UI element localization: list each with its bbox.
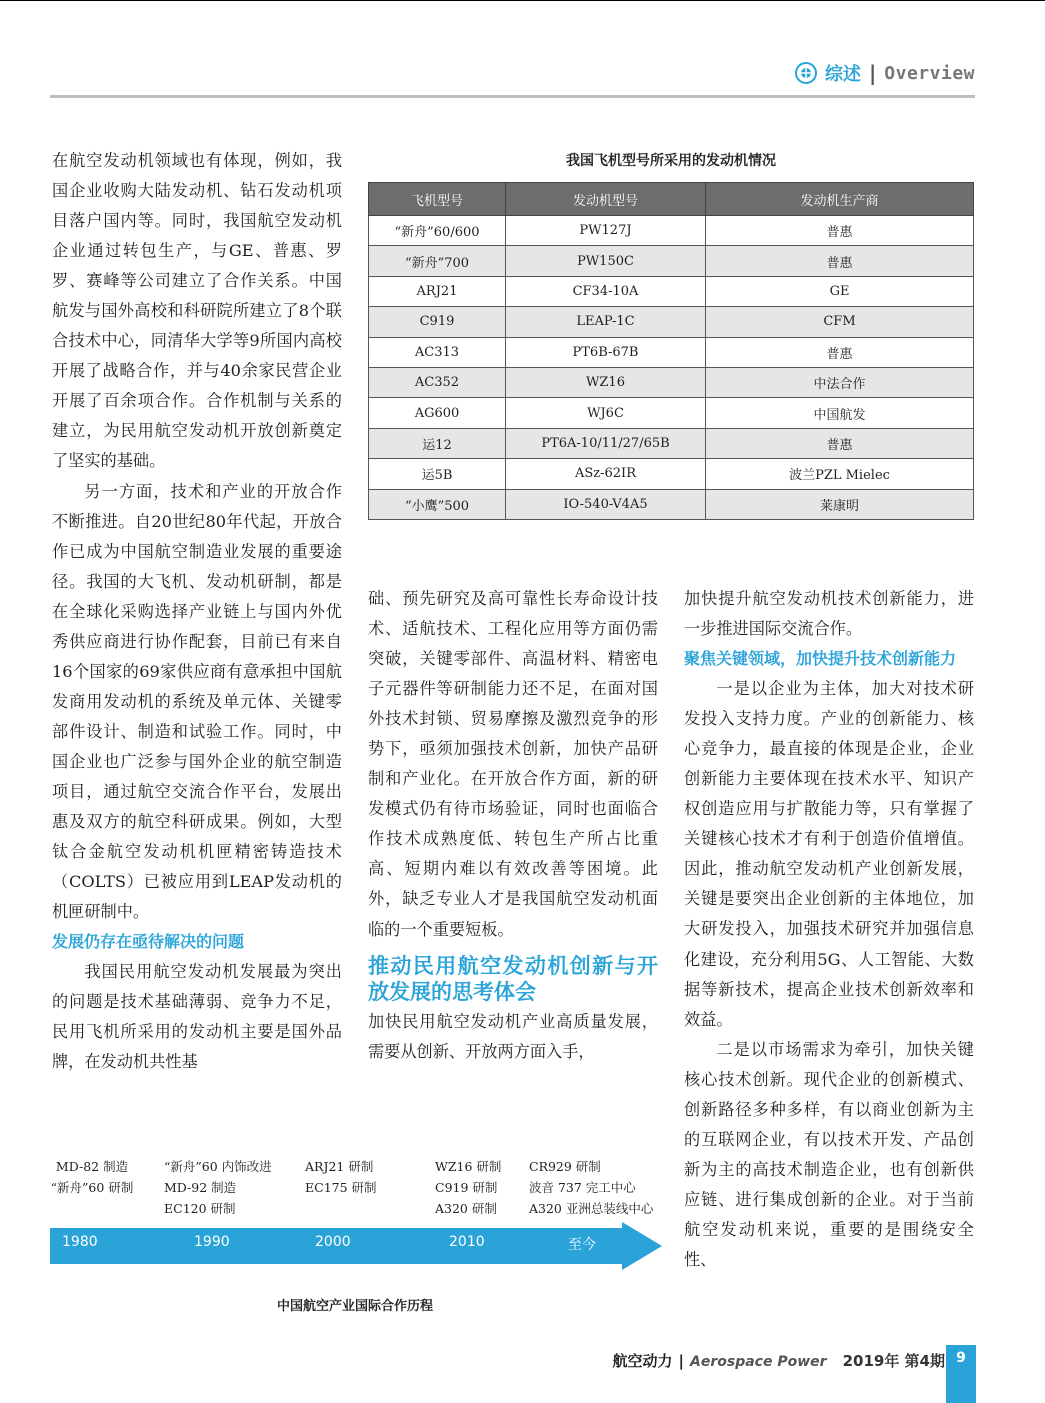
top-border-line xyxy=(0,0,1045,1)
table-cell: PT6B-67B xyxy=(506,337,706,367)
text-column-1 xyxy=(52,146,342,1077)
table-row xyxy=(369,489,974,519)
timeline-event: A320 亚洲总装线中心 xyxy=(529,1201,654,1216)
table-header-cell: 发动机生产商 xyxy=(706,183,974,216)
timeline-event: 波音 737 完工中心 xyxy=(529,1180,636,1195)
header-rule xyxy=(50,95,975,98)
table-cell: 波兰PZL Mielec xyxy=(706,459,974,489)
paragraph: 二是以市场需求为牵引，加快关键核心技术创新。现代企业的创新模式、创新路径多种多样，有以商业创新为主的互联网企业，有以技术开发、产品创新为主的高技术制造企业，也有创新供应链、进行集成创新的企业。对于当前航空发动机来说，重要的是围绕安全性、 xyxy=(684,1039,974,1269)
text-column-2 xyxy=(368,584,658,1067)
timeline-event-group xyxy=(164,1156,272,1219)
table-cell: GE xyxy=(706,276,974,306)
paragraph: 在航空发动机领域也有体现，例如，我国企业收购大陆发动机、钻石发动机项目落户国内等。同时，我国航空发动机企业通过转包生产，与GE、普惠、罗罗、赛峰等公司建立了合作关系。中国航发与国外高校和科研院所建立了8个联合技术中心，同清华大学等9所国内高校开展了战略合作，并与40余家民营企业开展了百余项合作。合作机制与关系的建立，为民用航空发动机开放创新奠定了坚实的基础。 xyxy=(52,151,342,471)
table-cell: “新舟”60/600 xyxy=(369,216,506,246)
subheading-focus: 聚焦关键领域，加快提升技术创新能力 xyxy=(684,649,957,669)
table-cell: 普惠 xyxy=(706,337,974,367)
journal-name-en: Aerospace Power xyxy=(690,1354,827,1370)
timeline-event: CR929 研制 xyxy=(529,1159,601,1174)
table-cell: AG600 xyxy=(369,398,506,428)
timeline-event: EC175 研制 xyxy=(305,1180,377,1195)
timeline-event: WZ16 研制 xyxy=(435,1159,502,1174)
table-cell: PW127J xyxy=(506,216,706,246)
page-footer xyxy=(613,1350,945,1371)
table-cell: C919 xyxy=(369,307,506,337)
timeline-year: 2000 xyxy=(315,1234,351,1250)
timeline-figure xyxy=(40,1150,670,1280)
table-cell: 莱康明 xyxy=(706,489,974,519)
page-number: 9 xyxy=(956,1350,966,1366)
timeline-year: 1980 xyxy=(62,1234,98,1250)
section-heading: 推动民用航空发动机创新与开放发展的思考体会 xyxy=(368,953,658,1004)
paragraph: 加快提升航空发动机技术创新能力，进一步推进国际交流合作。 xyxy=(684,589,974,639)
timeline-year: 2010 xyxy=(449,1234,485,1250)
issue-label: 2019年 第4期 xyxy=(842,1352,945,1370)
table-cell: 中法合作 xyxy=(706,367,974,397)
paragraph: 我国民用航空发动机发展最为突出的问题是技术基础薄弱、竞争力不足，民用飞机所采用的发动机主要是国外品牌，在发动机共性基 xyxy=(52,962,342,1072)
table-cell: 运5B xyxy=(369,459,506,489)
paragraph: 一是以企业为主体，加大对技术研发投入支持力度。产业的创新能力、核心竞争力，最直接的体现是企业，企业创新能力主要体现在技术水平、知识产权创造应用与扩散能力等，只有掌握了关键核心技术才有利于创造价值增值。因此，推动航空发动机产业创新发展，关键是要突出企业创新的主体地位，加大研发投入，加强技术研究并加强信息化建设，充分利用5G、人工智能、大数据等新技术，提高企业技术创新效率和效益。 xyxy=(684,679,974,1029)
table-header-cell: 飞机型号 xyxy=(369,183,506,216)
timeline-event-group xyxy=(529,1156,653,1219)
header-separator: | xyxy=(868,61,877,85)
paragraph: 另一方面，技术和产业的开放合作不断推进。自20世纪80年代起，开放合作已成为中国航空制造业发展的重要途径。我国的大飞机、发动机研制，都是在全球化采购选择产业链上与国内外优秀供应商进行协作配套，目前已有来自16个国家的69家供应商有意承担中国航发商用发动机的系统及单元体、关键零部件设计、制造和试验工作。同时，中国企业也广泛参与国外企业的航空制造项目，通过航空交流合作平台，发展出惠及双方的航空科研成果。例如，大型钛合金航空发动机机匣精密铸造技术（COLTS）已被应用到LEAP发动机的机匣研制中。 xyxy=(52,481,342,922)
table-row xyxy=(369,428,974,458)
timeline-event: “新舟”60 内饰改进 xyxy=(164,1159,272,1174)
paragraph: 础、预先研究及高可靠性长寿命设计技术、适航技术、工程化应用等方面仍需突破，关键零部件、高温材料、精密电子元器件等研制能力还不足，在面对国外技术封锁、贸易摩擦及激烈竞争的形势下，亟须加强技术创新，加快产品研制和产业化。在开放合作方面，新的研发模式仍有待市场验证，同时也面临合作技术成熟度低、转包生产所占比重高、短期内难以有效改善等困境。此外，缺乏专业人才是我国航空发动机面临的一个重要短板。 xyxy=(368,589,658,939)
section-header xyxy=(795,60,975,86)
table-cell: ASz-62IR xyxy=(506,459,706,489)
table-row xyxy=(369,398,974,428)
engine-table xyxy=(368,182,974,520)
table-header-cell: 发动机型号 xyxy=(506,183,706,216)
timeline-event: MD-92 制造 xyxy=(164,1180,237,1195)
journal-name-cn: 航空动力 xyxy=(612,1352,673,1370)
table-cell: AC313 xyxy=(369,337,506,367)
table-cell: 普惠 xyxy=(706,246,974,276)
table-cell: AC352 xyxy=(369,367,506,397)
table-cell: PW150C xyxy=(506,246,706,276)
table-cell: “新舟”700 xyxy=(369,246,506,276)
timeline-event-group xyxy=(42,1156,142,1198)
text-column-3 xyxy=(684,584,974,1275)
page-number-box xyxy=(946,1345,976,1403)
table-header-row xyxy=(369,183,974,216)
timeline-caption: 中国航空产业国际合作历程 xyxy=(276,1299,433,1314)
table-row xyxy=(369,367,974,397)
table-row xyxy=(369,459,974,489)
table-cell: ARJ21 xyxy=(369,276,506,306)
timeline-event-group xyxy=(435,1156,501,1219)
table-cell: “小鹰”500 xyxy=(369,489,506,519)
timeline-event-group xyxy=(305,1156,377,1198)
table-cell: 运12 xyxy=(369,428,506,458)
table-row xyxy=(369,307,974,337)
section-title-cn: 综述 xyxy=(824,64,861,85)
table-title: 我国飞机型号所采用的发动机情况 xyxy=(566,153,776,169)
table-cell: 中国航发 xyxy=(706,398,974,428)
table-row xyxy=(369,246,974,276)
subheading-problems: 发展仍存在亟待解决的问题 xyxy=(52,932,245,952)
timeline-event: ARJ21 研制 xyxy=(305,1159,374,1174)
table-row xyxy=(369,337,974,367)
table-cell: 普惠 xyxy=(706,216,974,246)
table-cell: CFM xyxy=(706,307,974,337)
table-cell: WZ16 xyxy=(506,367,706,397)
table-row xyxy=(369,276,974,306)
timeline-event: “新舟”60 研制 xyxy=(50,1180,134,1195)
paragraph: 加快民用航空发动机产业高质量发展，需要从创新、开放两方面入手， xyxy=(368,1011,658,1061)
table-cell: 普惠 xyxy=(706,428,974,458)
timeline-event: C919 研制 xyxy=(435,1180,498,1195)
footer-separator: | xyxy=(678,1352,685,1370)
table-cell: IO-540-V4A5 xyxy=(506,489,706,519)
table-cell: PT6A-10/11/27/65B xyxy=(506,428,706,458)
timeline-event: MD-82 制造 xyxy=(55,1159,129,1174)
journal-logo-icon xyxy=(795,62,817,84)
timeline-year: 1990 xyxy=(194,1234,230,1250)
table-cell: LEAP-1C xyxy=(506,307,706,337)
table-cell: CF34-10A xyxy=(506,276,706,306)
table-cell: WJ6C xyxy=(506,398,706,428)
timeline-year: 至今 xyxy=(568,1237,596,1253)
section-title-en: Overview xyxy=(884,62,975,84)
table-row xyxy=(369,216,974,246)
timeline-event: EC120 研制 xyxy=(164,1201,236,1216)
timeline-event: A320 研制 xyxy=(435,1201,497,1216)
